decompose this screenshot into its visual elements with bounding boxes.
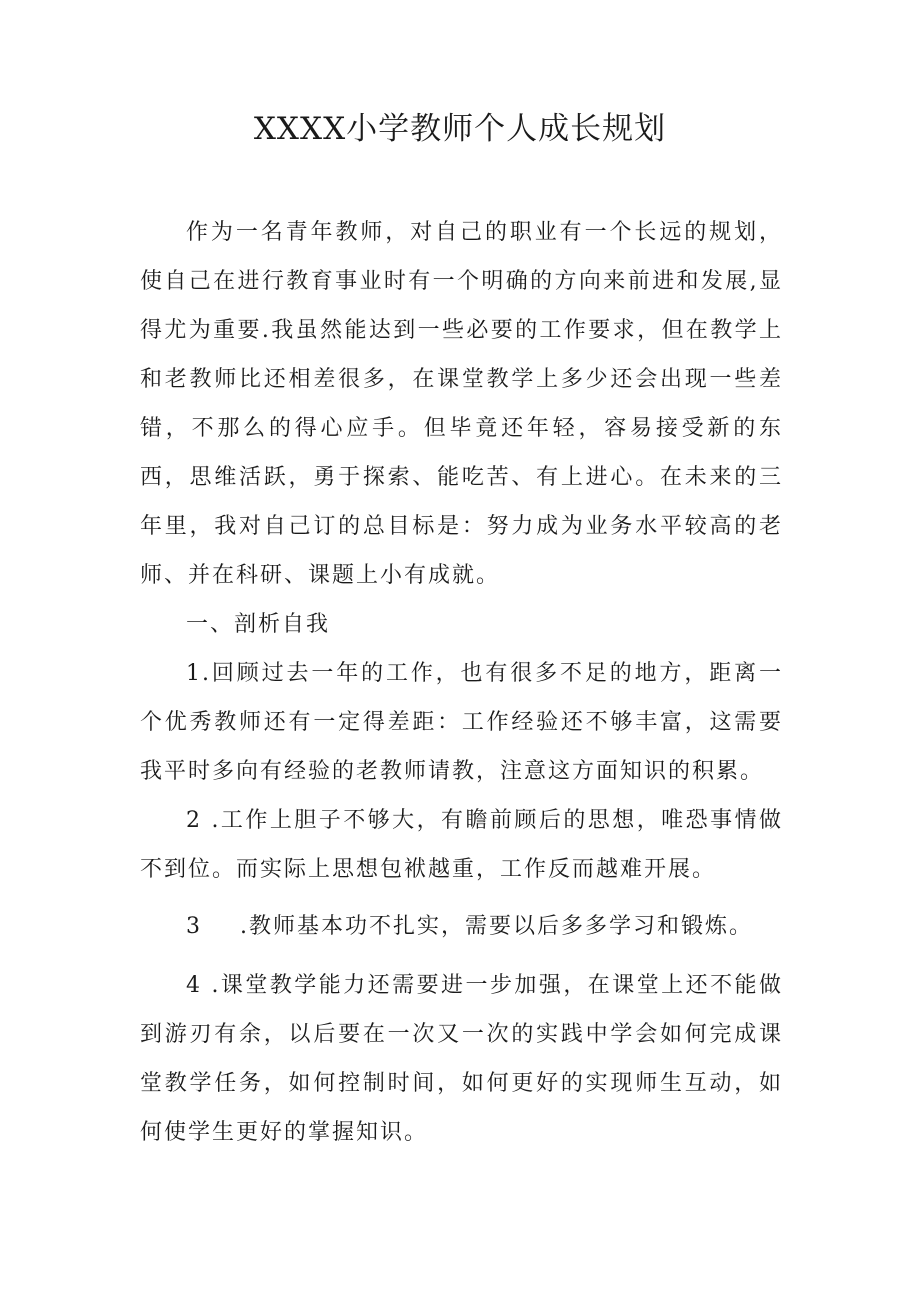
list-item-3-text: .教师基本功不扎实，需要以后多多学习和锻炼。 bbox=[240, 914, 753, 939]
list-item-1: 1.回顾过去一年的工作，也有很多不足的地方，距离一个优秀教师还有一定得差距：工作经验还不够丰富，这需要我平时多向有经验的老教师请教，注意这方面知识的积累。 bbox=[140, 661, 783, 784]
list-item-4: 4 .课堂教学能力还需要进一步加强，在课堂上还不能做到游刃有余，以后要在一次又一次的实践中学会如何完成课堂教学任务，如何控制时间，如何更好的实现师生互动，如何使学生更好的掌握知识。 bbox=[140, 973, 783, 1145]
document-title: XXXX小学教师个人成长规划 bbox=[253, 111, 667, 147]
list-item-2: 2 .工作上胆子不够大，有瞻前顾后的思想，唯恐事情做不到位。而实际上思想包袱越重，工作反而越难开展。 bbox=[140, 808, 783, 882]
intro-paragraph: 作为一名青年教师，对自己的职业有一个长远的规划，使自己在进行教育事业时有一个明确的方向来前进和发展,显得尤为重要.我虽然能达到一些必要的工作要求，但在教学上和老教师比还相差很多，在课堂教学上多少还会出现一些差错，不那么的得心应手。但毕竟还年轻，容易接受新的东西，思维活跃，勇于探索、能吃苦、有上进心。在未来的三年里，我对自己订的总目标是：努力成为业务水平较高的老师、并在科研、课题上小有成就。 bbox=[140, 220, 783, 588]
section-heading-self-analysis: 一、剖析自我 bbox=[186, 612, 331, 637]
list-item-3 bbox=[140, 902, 783, 951]
list-item-3-number: 3 bbox=[186, 914, 202, 939]
document-body bbox=[140, 208, 783, 1157]
